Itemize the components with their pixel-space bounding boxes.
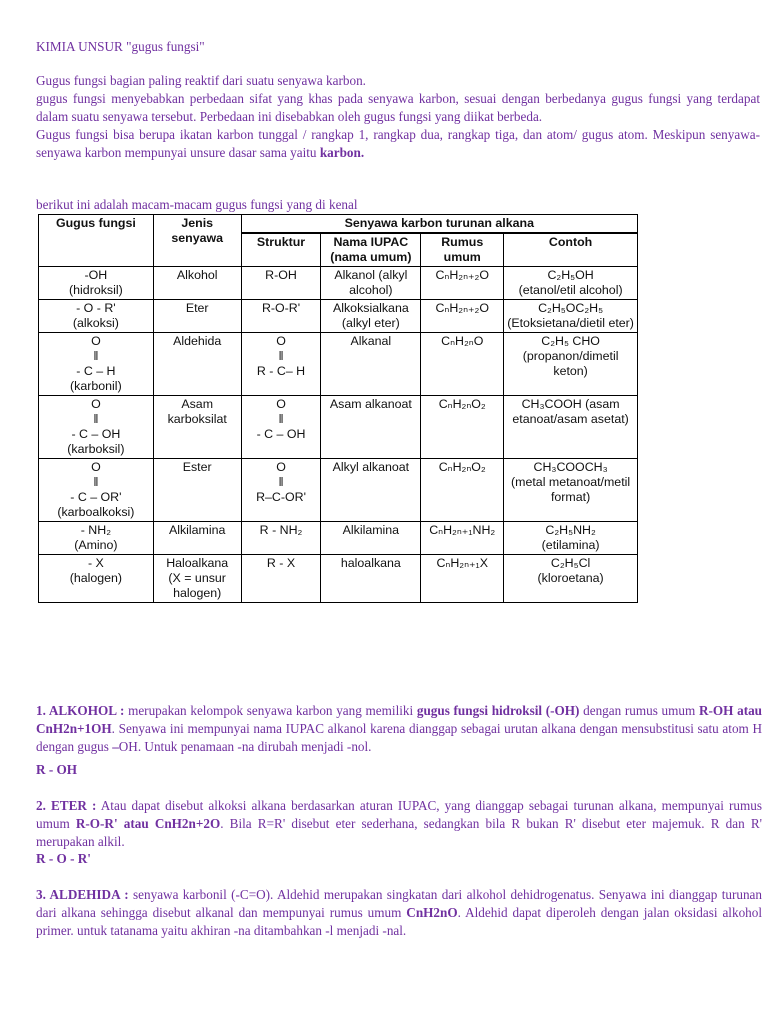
cell-gugus — [39, 522, 154, 555]
cell-line: Eter — [185, 301, 209, 315]
cell-line: R-OH — [265, 268, 297, 282]
cell-rumus — [421, 396, 504, 459]
cell-gugus — [39, 459, 154, 522]
section-aldehida-heading: 3. ALDEHIDA : — [36, 887, 129, 902]
text-run: dengan rumus umum — [579, 703, 699, 718]
cell-line: Asam alkanoat — [329, 397, 412, 411]
cell-line: Alkyl alkanoat — [332, 460, 410, 474]
text-run: Atau dapat disebut alkoksi alkana berdasarkan aturan IUPAC, yang dianggap sebagai turunan alkana, mempunyai rumus umum — [36, 798, 763, 831]
cell-line: (Etoksietana/dietil eter) — [507, 316, 634, 330]
cell-line: Haloalkana — [166, 556, 229, 570]
cell-line: R-O-R' — [261, 301, 301, 315]
cell-line: Alkanol (alkyl alcohol) — [334, 268, 408, 297]
cell-line: C₂H₅NH₂ — [545, 523, 596, 537]
cell-line: ‖ — [278, 412, 284, 426]
bold-run: – — [112, 739, 119, 754]
cell-line: (karboalkoksi) — [57, 505, 135, 519]
cell-line: CₙH₂ₙ₊₁X — [436, 556, 489, 570]
cell-iupac — [321, 459, 421, 522]
header-jenis-senyawa: Jenis senyawa — [153, 215, 241, 267]
cell-line: -OH — [84, 268, 108, 282]
cell-line: (etanol/etil alcohol) — [518, 283, 623, 297]
section-eter-body — [36, 798, 762, 849]
cell-line: (hidroksil) — [69, 283, 123, 297]
cell-line: CₙH₂ₙ₊₁NH₂ — [429, 523, 496, 537]
header-senyawa-karbon: Senyawa karbon turunan alkana — [241, 215, 637, 234]
cell-line: Asam karboksilat — [167, 397, 227, 426]
cell-line: ‖ — [278, 475, 284, 489]
bold-run: R-OH atau CnH2n+1OH — [36, 703, 763, 736]
cell-line: Alkilamina — [342, 523, 400, 537]
section-aldehida — [36, 886, 762, 940]
cell-line: ‖ — [93, 412, 99, 426]
cell-line: CₙH₂ₙ₊₂O — [435, 268, 490, 282]
table-row — [39, 459, 638, 522]
cell-jenis — [153, 459, 241, 522]
cell-gugus — [39, 555, 154, 603]
cell-line: R - NH₂ — [259, 523, 303, 537]
intro-line-3-text: Gugus fungsi bisa berupa ikatan karbon tunggal / rangkap 1, rangkap dua, rangkap tiga, dan atom/ gugus atom. Meskipun senyawa-senyawa karbon mempunyai unsure dasar sama yaitu — [36, 127, 760, 160]
cell-gugus — [39, 267, 154, 300]
cell-struktur — [241, 300, 321, 333]
cell-line: CₙH₂ₙO₂ — [438, 460, 486, 474]
formula-alkohol: R - OH — [36, 762, 78, 777]
cell-jenis — [153, 267, 241, 300]
cell-struktur — [241, 555, 321, 603]
intro-line-2: gugus fungsi menyebabkan perbedaan sifat yang khas pada senyawa karbon, sesuai dengan berbedanya gugus fungsi yang terdapat dalam suatu senyawa tersebut. Perbedaan ini disebabkan oleh gugus fungsi yang diikat berbeda. — [36, 91, 760, 124]
cell-line: Alkohol — [176, 268, 218, 282]
header-nama-iupac: Nama IUPAC (nama umum) — [321, 233, 421, 267]
table-row — [39, 396, 638, 459]
section-eter-heading: 2. ETER : — [36, 798, 97, 813]
header-gugus-fungsi: Gugus fungsi — [39, 215, 154, 267]
intro-line-3 — [36, 126, 760, 162]
section-eter-text — [36, 797, 762, 851]
header-rumus-umum: Rumus umum — [421, 233, 504, 267]
cell-line: (Amino) — [74, 538, 118, 552]
cell-contoh — [504, 459, 638, 522]
cell-line: C₂H₅OH — [547, 268, 594, 282]
table-row — [39, 555, 638, 603]
section-eter — [36, 797, 762, 851]
cell-jenis — [153, 333, 241, 396]
functional-group-table — [38, 214, 638, 603]
section-alkohol-text — [36, 702, 762, 756]
cell-line: Alkoksialkana (alkyl eter) — [332, 301, 409, 330]
cell-line: O — [91, 460, 101, 474]
cell-line: O — [276, 334, 286, 348]
cell-struktur — [241, 267, 321, 300]
cell-contoh — [504, 522, 638, 555]
header-contoh: Contoh — [504, 233, 638, 267]
cell-line: CₙH₂ₙO₂ — [438, 397, 486, 411]
bold-run: gugus fungsi hidroksil (-OH) — [416, 703, 580, 718]
cell-line: (X = unsur halogen) — [168, 571, 226, 600]
cell-struktur — [241, 459, 321, 522]
cell-line: O — [91, 397, 101, 411]
section-aldehida-body — [36, 887, 762, 938]
cell-contoh — [504, 300, 638, 333]
cell-line: CₙH₂ₙ₊₂O — [435, 301, 490, 315]
cell-line: (halogen) — [69, 571, 123, 585]
cell-line: - X — [87, 556, 104, 570]
text-run: senyawa karbonil (-C=O). Aldehid merupakan singkatan dari alkohol dehidrogenatus. Senyawa ini dianggap turunan dari alkana sehingga disebut alkanal dan mempunyai rumus umum — [36, 887, 762, 920]
text-run: . Bila R=R' disebut eter sederhana, sedangkan bila R bukan R' disebut eter majemuk. R dan R' merupakan alkil. — [36, 816, 763, 849]
cell-struktur — [241, 396, 321, 459]
bold-run: CnH2nO — [406, 905, 458, 920]
cell-line: (etilamina) — [541, 538, 600, 552]
cell-jenis — [153, 555, 241, 603]
cell-line: - C – OH — [71, 427, 121, 441]
section-alkohol — [36, 702, 762, 756]
intro-bold-word: karbon. — [319, 145, 365, 160]
intro-paragraphs — [36, 72, 760, 162]
cell-rumus — [421, 300, 504, 333]
cell-gugus — [39, 333, 154, 396]
table-row — [39, 333, 638, 396]
cell-iupac — [321, 333, 421, 396]
cell-line: ‖ — [93, 475, 99, 489]
cell-line: O — [276, 397, 286, 411]
table-body — [39, 267, 638, 603]
bold-run: R-O-R' atau CnH2n+2O — [75, 816, 221, 831]
cell-struktur — [241, 333, 321, 396]
cell-line: C₂H₅Cl — [550, 556, 591, 570]
cell-line: R–C-OR' — [256, 490, 306, 504]
cell-gugus — [39, 300, 154, 333]
cell-jenis — [153, 300, 241, 333]
cell-line: haloalkana — [340, 556, 401, 570]
cell-iupac — [321, 300, 421, 333]
cell-jenis — [153, 522, 241, 555]
cell-line: - C – OR' — [70, 490, 122, 504]
cell-line: Aldehida — [173, 334, 222, 348]
cell-contoh — [504, 396, 638, 459]
document-title: KIMIA UNSUR "gugus fungsi" — [36, 39, 205, 54]
cell-line: (kloroetana) — [537, 571, 604, 585]
cell-line: R - C– H — [256, 364, 306, 378]
cell-line: (karboksil) — [67, 442, 125, 456]
section-alkohol-body — [36, 703, 762, 754]
cell-line: - C – OH — [256, 427, 306, 441]
cell-rumus — [421, 555, 504, 603]
text-run: . Senyawa ini mempunyai nama IUPAC alkanol karena dianggap sebagai urutan alkana dengan mensubstitusi satu atom H dengan gugus — [36, 721, 762, 754]
header-struktur: Struktur — [241, 233, 321, 267]
cell-line: CH₃COOCH₃ — [533, 460, 608, 474]
cell-jenis — [153, 396, 241, 459]
cell-contoh — [504, 555, 638, 603]
cell-iupac — [321, 555, 421, 603]
cell-line: (propanon/dimetil keton) — [522, 349, 619, 378]
intro-line-1: Gugus fungsi bagian paling reaktif dari suatu senyawa karbon. — [36, 73, 366, 88]
cell-line: Ester — [182, 460, 212, 474]
cell-line: - NH₂ — [80, 523, 112, 537]
cell-line: O — [276, 460, 286, 474]
cell-line: (karbonil) — [70, 379, 122, 393]
cell-line: ‖ — [93, 349, 99, 363]
table-row — [39, 300, 638, 333]
table-row — [39, 522, 638, 555]
cell-line: CₙH₂ₙO — [441, 334, 484, 348]
cell-line: CH₃COOH (asam etanoat/asam asetat) — [512, 397, 629, 426]
cell-rumus — [421, 522, 504, 555]
cell-iupac — [321, 396, 421, 459]
cell-rumus — [421, 459, 504, 522]
cell-line: C₂H₅OC₂H₅ — [538, 301, 604, 315]
section-aldehida-text — [36, 886, 762, 940]
cell-line: Alkanal — [350, 334, 392, 348]
cell-line: (metal metanoat/metil format) — [511, 475, 631, 504]
cell-line: - C – H — [76, 364, 116, 378]
text-run: . Aldehid dapat diperoleh dengan jalan oksidasi alkohol primer. untuk tatanama yaitu akhiran -na ditambahkan -l menjadi -nal. — [36, 905, 763, 938]
text-run: OH. Untuk penamaan -na dirubah menjadi -nol. — [118, 739, 372, 754]
text-run: merupakan kelompok senyawa karbon yang memiliki — [124, 703, 417, 718]
cell-line: O — [91, 334, 101, 348]
cell-line: (alkoksi) — [72, 316, 119, 330]
cell-line: C₂H₅ CHO — [541, 334, 600, 348]
cell-line: ‖ — [278, 349, 284, 363]
section-alkohol-heading: 1. ALKOHOL : — [36, 703, 125, 718]
cell-line: - O - R' — [76, 301, 116, 315]
cell-rumus — [421, 267, 504, 300]
table-row — [39, 267, 638, 300]
cell-line: Alkilamina — [168, 523, 226, 537]
formula-eter: R - O - R' — [36, 851, 91, 866]
cell-contoh — [504, 333, 638, 396]
table-intro: berikut ini adalah macam-macam gugus fungsi yang di kenal — [36, 197, 358, 212]
cell-struktur — [241, 522, 321, 555]
cell-iupac — [321, 522, 421, 555]
cell-iupac — [321, 267, 421, 300]
cell-rumus — [421, 333, 504, 396]
cell-line: R - X — [266, 556, 296, 570]
cell-contoh — [504, 267, 638, 300]
cell-gugus — [39, 396, 154, 459]
